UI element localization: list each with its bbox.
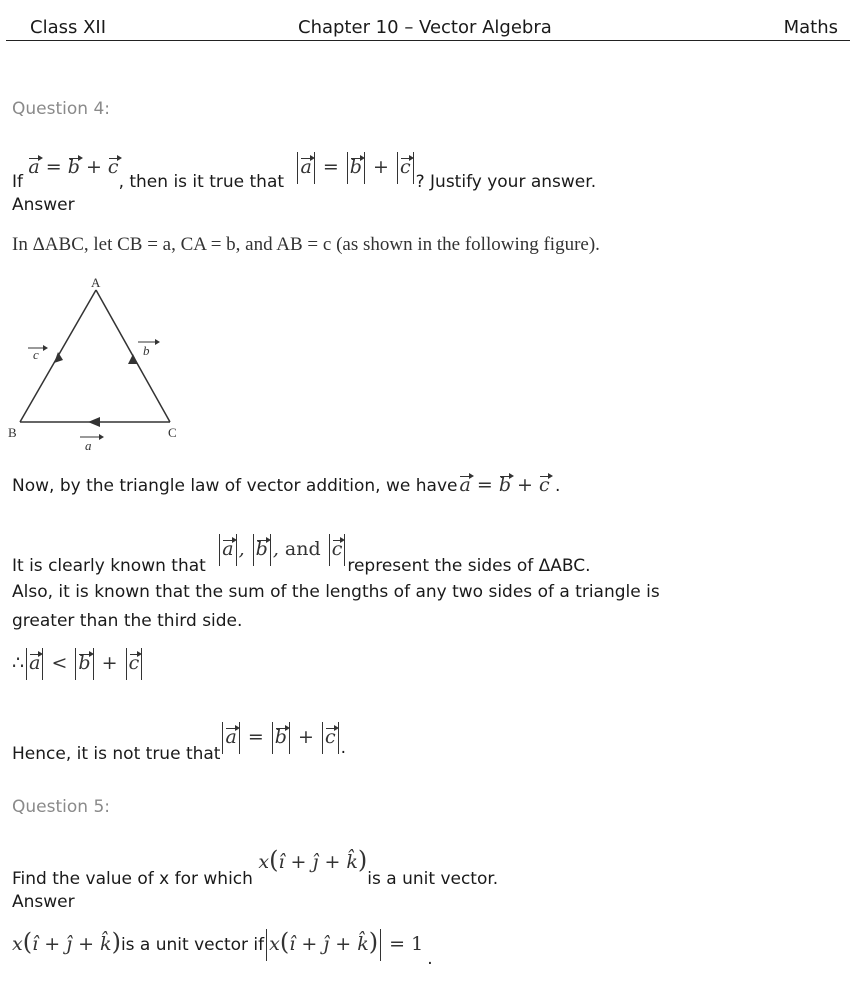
equation-magnitude-sum: a = b + c — [295, 152, 415, 184]
question-5-prompt: Find the value of x for which x(î + ĵ + k̂)is a unit vector. — [12, 846, 499, 889]
sides-line: It is clearly known that a , b , and crepresent the sides of ΔABC. — [12, 534, 591, 576]
question-5-title: Question 5: — [12, 797, 110, 817]
vector-a-label: a — [85, 438, 92, 453]
equation-triangle-law: a = b + c — [459, 474, 550, 496]
vector-c-label: c — [33, 347, 39, 362]
equation-magnitudes-list: a , b , and c — [217, 534, 347, 566]
equation-inequality: ∴ a < b + c — [12, 648, 144, 680]
triangle-inequality-line-2: greater than the third side. — [12, 611, 243, 631]
conclusion-line: Hence, it is not true thata = b + c . — [12, 722, 346, 764]
equation-x-ijk-answer: x(î + ĵ + k̂) — [12, 928, 121, 956]
figure-caption: In ΔABC, let CB = a, CA = b, and AB = c (as shown in the following figure). — [12, 234, 600, 255]
question-4-prompt: If a = b + c, then is it true that a = b + c? Justify your answer. — [12, 152, 596, 192]
header-chapter: Chapter 10 – Vector Algebra — [298, 17, 552, 38]
vertex-c-label: C — [168, 425, 177, 440]
equation-conclusion: a = b + c — [220, 722, 340, 754]
question-5-answer-label: Answer — [12, 892, 75, 912]
triangle-inequality-line: Also, it is known that the sum of the lengths of any two sides of a triangle is — [12, 582, 660, 602]
vertex-a-label: A — [91, 275, 101, 290]
triangle-abc-figure — [8, 272, 193, 457]
question-4-title: Question 4: — [12, 99, 110, 119]
equation-unit-magnitude: x(î + ĵ + k̂) = 1 — [264, 928, 423, 961]
equation-x-ijk: x(î + ĵ + k̂) — [258, 846, 368, 874]
equation-a-equals-b-plus-c: a = b + c — [28, 156, 119, 178]
triangle-law-line: Now, by the triangle law of vector addition, we have a = b + c . — [12, 474, 561, 496]
vertex-b-label: B — [8, 425, 17, 440]
page-header — [6, 10, 850, 41]
header-class: Class XII — [30, 17, 107, 38]
vector-b-label: b — [143, 343, 150, 358]
header-subject: Maths — [783, 17, 838, 38]
unit-vector-condition: x(î + ĵ + k̂)is a unit vector if x(î + ĵ + k̂) = 1. — [12, 928, 433, 969]
question-4-answer-label: Answer — [12, 195, 75, 215]
